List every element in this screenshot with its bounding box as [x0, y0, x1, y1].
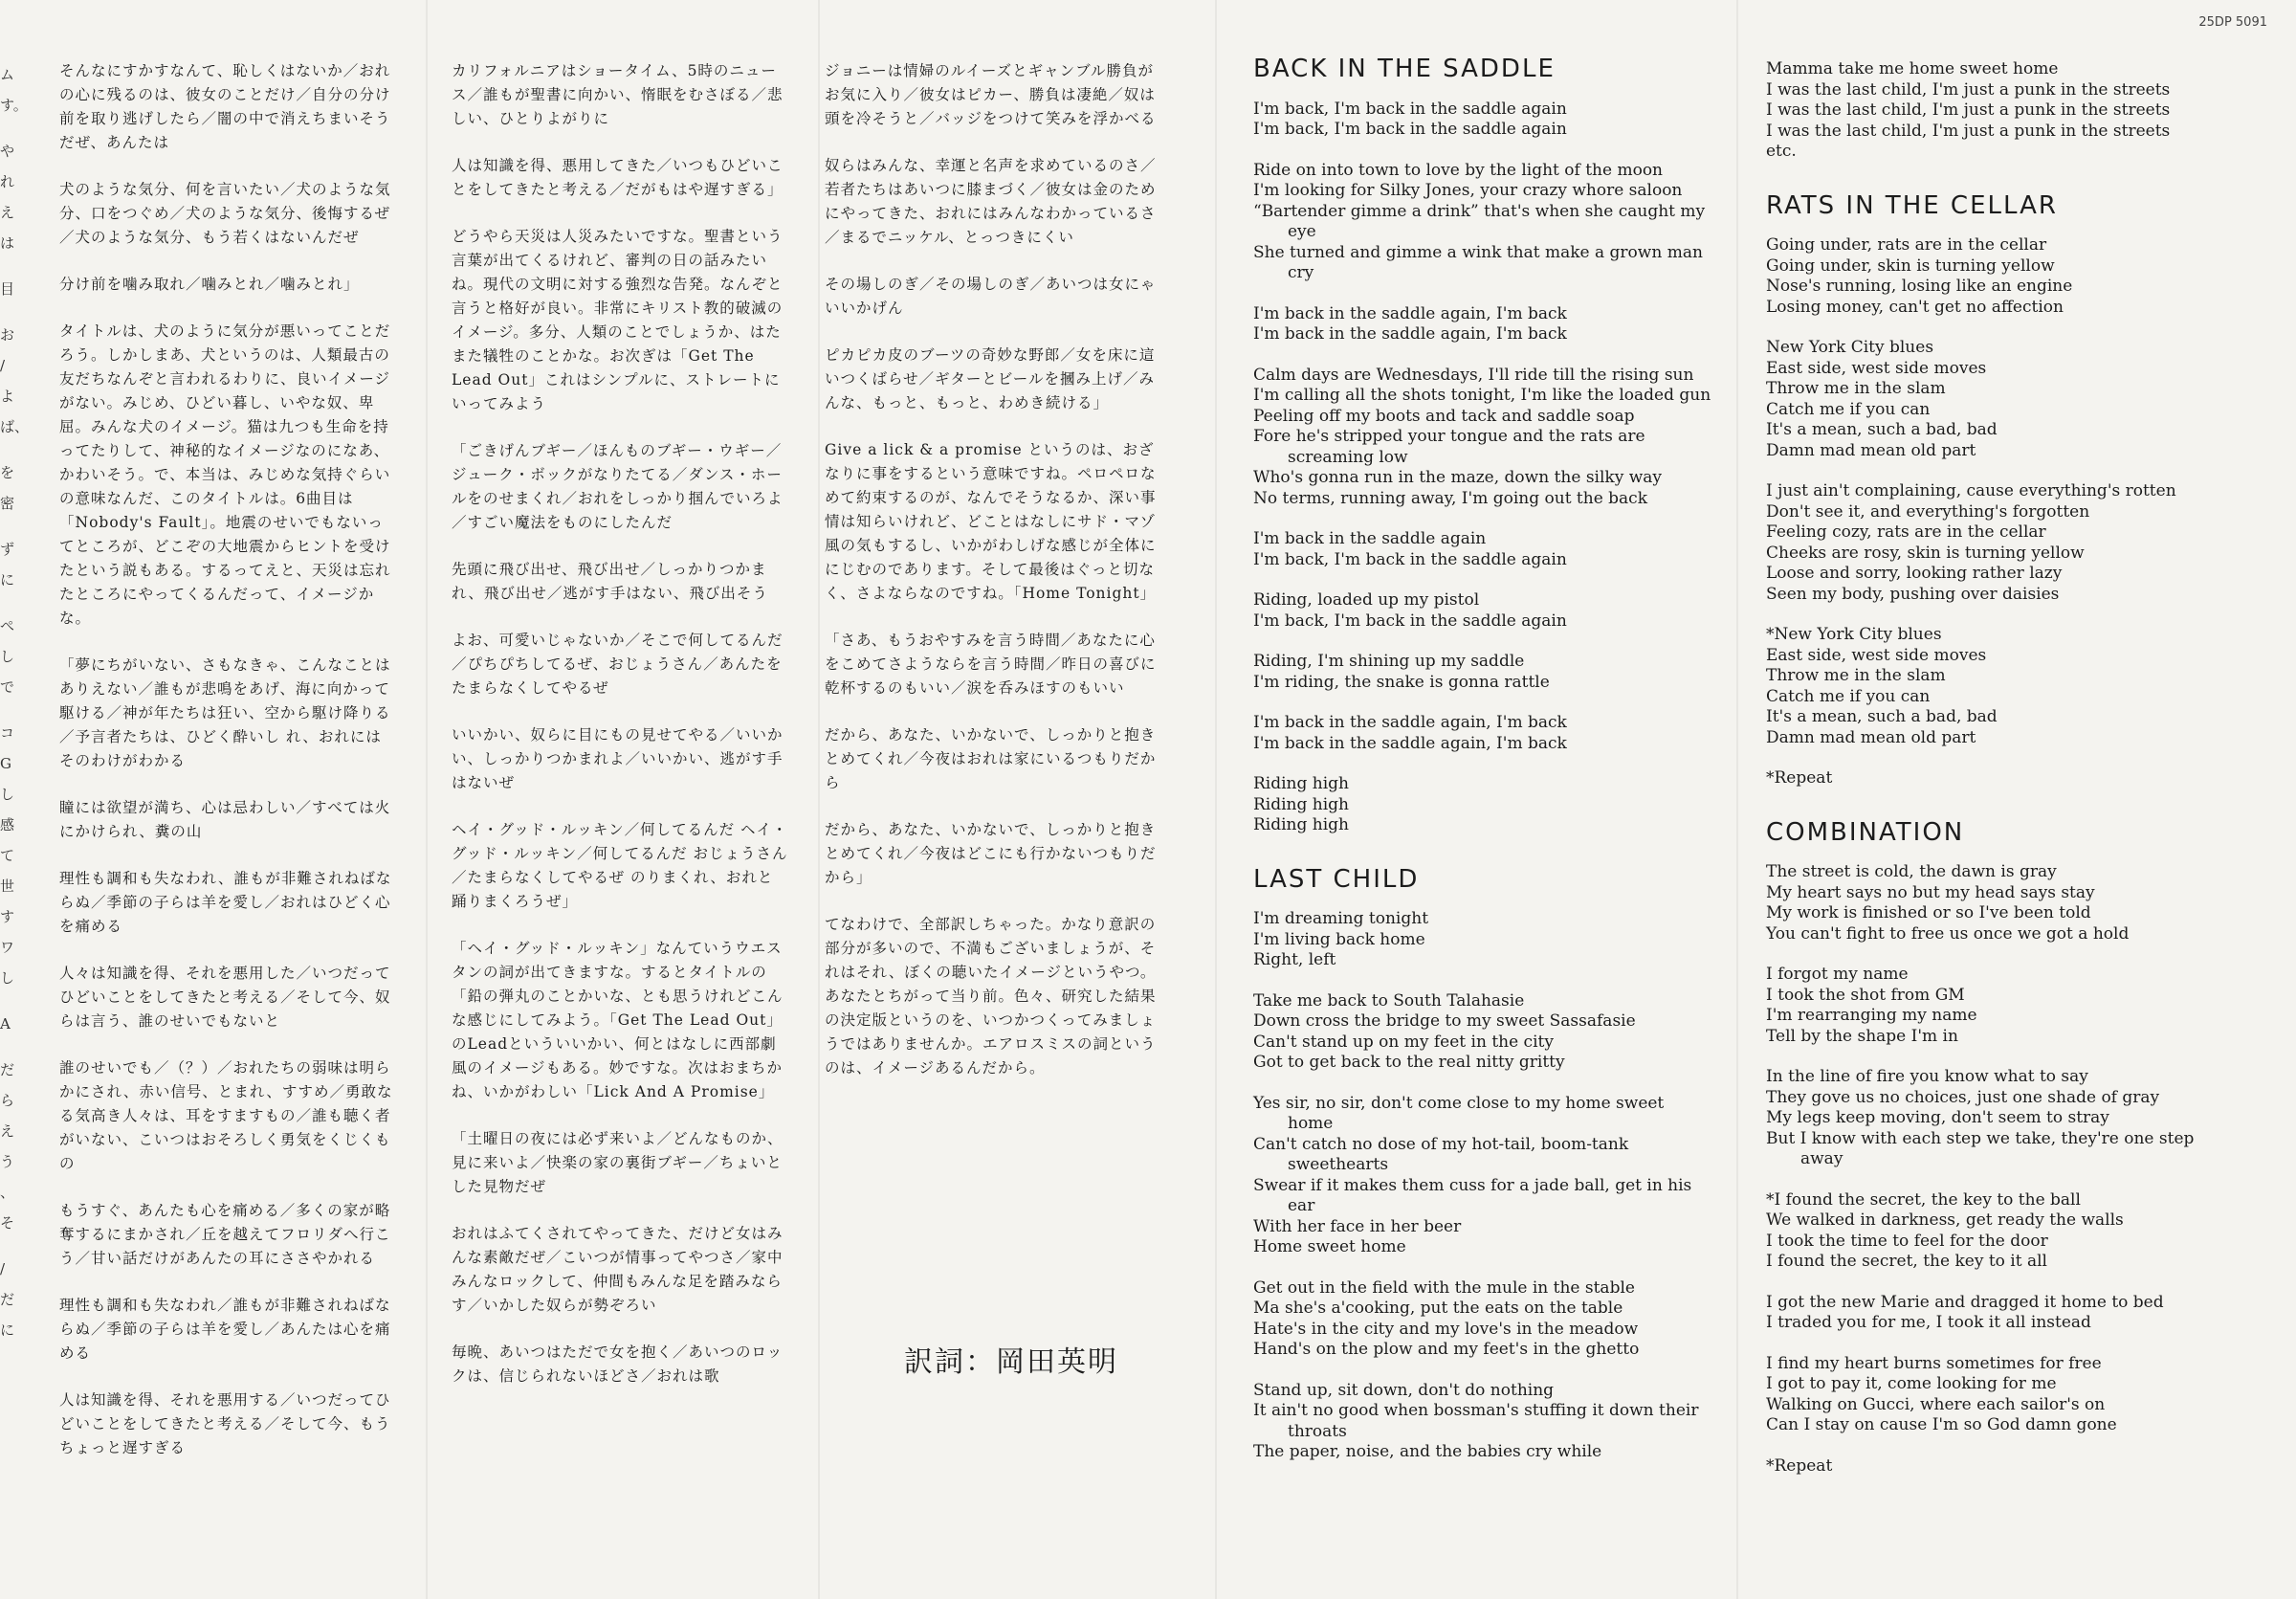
lyric-line: I'm back, I'm back in the saddle again	[1253, 611, 1567, 631]
lyric-stanza	[1253, 1278, 1712, 1361]
catalog-number: 25DP 5091	[2198, 15, 2267, 30]
lyric-stanza	[1253, 304, 1712, 345]
song-title: COMBINATION	[1766, 817, 1965, 847]
lyric-stanza	[1766, 59, 2216, 163]
song-title: LAST CHILD	[1253, 864, 1420, 894]
lyric-line: Home sweet home	[1253, 1237, 1406, 1256]
lyric-line: Riding, I'm shining up my saddle	[1253, 652, 1525, 671]
lyric-line: East side, west side moves	[1766, 645, 1987, 665]
lyric-line: Ma she's a'cooking, put the eats on the table	[1253, 1299, 1623, 1318]
lyric-line: She turned and gimme a wink that make a grown man cry	[1253, 242, 1703, 282]
edge-fragment	[0, 258, 21, 274]
lyric-line: I was the last child, I'm just a punk in the streets	[1766, 121, 2171, 141]
lyric-line: Peeling off my boots and tack and saddle soap	[1253, 406, 1635, 426]
lyric-stanza	[1253, 161, 1712, 284]
lyric-line: Swear if it makes them cuss for a jade ball, get in his ear	[1253, 1175, 1692, 1215]
edge-fragment: 密	[0, 495, 15, 512]
japanese-paragraph: おれはふてくされてやってきた、だけど女はみんな素敵だぜ／こいつが情事ってやつさ／家中みんなロックして、仲間もみんな足を踏みならす／いかした奴らが勢ぞろい	[452, 1225, 784, 1314]
japanese-paragraph: 「さあ、もうおやすみを言う時間／あなたに心をこめてさようならを言う時間／昨日の喜びに乾杯するのもいい／涙を呑みほすのもいい	[825, 632, 1157, 697]
japanese-paragraph: だから、あなた、いかないで、しっかりと抱きとめてくれ／今夜はおれは家にいるつもりだから	[825, 726, 1157, 791]
lyric-line: Throw me in the slam	[1766, 379, 1946, 398]
lyric-line: New York City blues	[1766, 338, 1934, 357]
lyric-line: With her face in her beer	[1253, 1216, 1462, 1236]
japanese-paragraph: ヘイ・グッド・ルッキン／何してるんだ ヘイ・グッド・ルッキン／何してるんだ おじょうさん／たまらなくしてやるぜ のりまくれ、おれと踊りまくろうぜ」	[452, 821, 788, 910]
lyric-line: Riding, loaded up my pistol	[1253, 590, 1480, 610]
lyric-line: Calm days are Wednesdays, I'll ride till the rising sun	[1253, 365, 1694, 385]
japanese-paragraph: 瞳には欲望が満ち、心は忌わしい／すべては火にかけられ、糞の山	[59, 799, 391, 840]
edge-fragment: だ	[0, 1291, 15, 1308]
lyric-line: Hate's in the city and my love's in the meadow	[1253, 1319, 1639, 1339]
japanese-paragraph: 人は知識を得、悪用してきた／いつもひどいことをしてきたと考える／だがもはや遅すぎる」	[452, 157, 784, 198]
japanese-paragraph: そんなにすかすなんて、恥しくはないか／おれの心に残るのは、彼女のことだけ／自分の分け前を取り逃げしたら／闇の中で消えちまいそうだぜ、あんたは	[59, 62, 391, 151]
lyric-line: I'm back in the saddle again, I'm back	[1253, 713, 1567, 732]
edge-fragment: だ	[0, 1061, 15, 1078]
edge-fragment: コ	[0, 724, 15, 742]
lyric-line: In the line of fire you know what to say	[1766, 1067, 2088, 1086]
edge-fragment: に	[0, 1321, 15, 1339]
lyric-line: etc.	[1766, 142, 1797, 161]
lyric-line: Can't stand up on my feet in the city	[1253, 1032, 1554, 1052]
japanese-paragraph: 理性も調和も失なわれ、誰もが非難されねばならぬ／季節の子らは羊を愛し／おれはひどく心を痛める	[59, 870, 392, 935]
lyric-line: Riding high	[1253, 815, 1350, 834]
lyric-line: I found the secret, the key to it all	[1766, 1252, 2047, 1271]
lyric-line: I'm back in the saddle again, I'm back	[1253, 733, 1567, 753]
japanese-paragraph: いいかい、奴らに目にもの見せてやる／いいかい、しっかりつかまれよ／いいかい、逃がす手はないぜ	[452, 726, 784, 791]
lyric-line: *New York City blues	[1766, 625, 1942, 644]
lyric-line: The street is cold, the dawn is gray	[1766, 862, 2057, 881]
edge-fragment: ム	[0, 66, 15, 83]
japanese-paragraph: もうすぐ、あんたも心を痛める／多くの家が略奪するにまかされ／丘を越えてフロリダへ行こう／甘い話だけがあんたの耳にささやかれる	[59, 1202, 391, 1267]
lyric-line: *Repeat	[1766, 1455, 1833, 1476]
lyric-line: My heart says no but my head says stay	[1766, 882, 2095, 902]
lyric-stanza	[1253, 713, 1712, 754]
lyric-line: Ride on into town to love by the light of the moon	[1253, 160, 1663, 180]
lyric-line: Mamma take me home sweet home	[1766, 59, 2059, 78]
lyric-line: Down cross the bridge to my sweet Sassafasie	[1253, 1011, 1636, 1031]
lyric-stanza	[1766, 1354, 2216, 1436]
edge-fragment: G	[0, 755, 11, 772]
japanese-column-3	[825, 59, 1161, 1103]
lyric-line: I was the last child, I'm just a punk in the streets	[1766, 79, 2171, 100]
edge-fragment: よ	[0, 388, 15, 405]
lyric-line: Hand's on the plow and my feet's in the ghetto	[1253, 1340, 1640, 1359]
lyric-line: I'm calling all the shots tonight, I'm like the loaded gun	[1253, 386, 1711, 405]
lyric-line: Going under, rats are in the cellar	[1766, 235, 2047, 255]
lyric-stanza	[1253, 366, 1712, 510]
lyric-line: East side, west side moves	[1766, 358, 1987, 378]
edge-fragment	[0, 304, 21, 320]
lyric-line: Going under, skin is turning yellow	[1766, 255, 2055, 276]
edge-fragment: ぺ	[0, 617, 15, 634]
lyric-stanza	[1253, 1381, 1712, 1463]
lyric-line: I'm looking for Silky Jones, your crazy whore saloon	[1253, 181, 1683, 200]
translation-credit: 訳詞：岡田英明	[904, 1345, 1118, 1379]
lyric-line: *I found the secret, the key to the ball	[1766, 1189, 2081, 1210]
lyric-line: Get out in the field with the mule in the stable	[1253, 1277, 1635, 1298]
edge-fragment: し	[0, 648, 15, 665]
lyric-line: I find my heart burns sometimes for free	[1766, 1353, 2102, 1373]
fold-line	[1736, 0, 1738, 1599]
lyric-line: I'm rearranging my name	[1766, 1006, 1977, 1025]
edge-fragment: ず	[0, 541, 15, 558]
edge-fragment	[0, 1039, 21, 1055]
lyric-line: Take me back to South Talahasie	[1253, 990, 1525, 1010]
lyric-line: I'm back in the saddle again	[1253, 529, 1487, 548]
japanese-paragraph: 「ヘイ・グッド・ルッキン」なんていうウエスタンの詞が出てきますな。するとタイトルの「鉛の弾丸のことかいな、とも思うけれどこんな感じにしてみよう。「Get The Lead Out」のLeadといういいかい、何とはなしに西部劇風のイメージもある。妙ですな。次はおまちかね、いかがわしい「Lick And A Promise」	[452, 940, 784, 1100]
lyric-line: Right, left	[1253, 950, 1336, 969]
lyric-stanza	[1766, 338, 2216, 461]
lyric-line: Don't see it, and everything's forgotten	[1766, 501, 2090, 522]
edge-fragment: す。	[0, 97, 28, 114]
edge-fragment: お	[0, 326, 15, 344]
lyric-line: Catch me if you can	[1766, 399, 1931, 419]
lyric-line: We walked in darkness, get ready the walls	[1766, 1210, 2124, 1230]
lyric-line: I'm back, I'm back in the saddle again	[1253, 120, 1567, 139]
lyric-line: Can I stay on cause I'm so God damn gone	[1766, 1415, 2117, 1434]
lyric-line: It's a mean, such a bad, bad	[1766, 420, 1998, 439]
japanese-paragraph: 分け前を噛み取れ／噛みとれ／噛みとれ」	[59, 276, 360, 293]
lyric-line: But I know with each step we take, they're one step away	[1766, 1128, 2195, 1168]
edge-fragment	[0, 595, 21, 611]
lyric-stanza	[1253, 909, 1712, 971]
lyric-stanza	[1766, 1293, 2216, 1334]
edge-fragment: す	[0, 908, 15, 925]
japanese-paragraph: ジョニーは情婦のルイーズとギャンブル勝負がお気に入り／彼女はピカー、勝負は凄絶／奴は頭を冷そうと／バッジをつけて笑みを浮かべる	[825, 62, 1157, 127]
japanese-paragraph: 「土曜日の夜には必ず来いよ／どんなものか、見に来いよ／快楽の家の裏街ブギー／ちょいとした見物だぜ	[452, 1130, 784, 1195]
japanese-paragraph: 人は知識を得、それを悪用する／いつだってひどいことをしてきたと考える／そして今、もうちょっと遅すぎる	[59, 1391, 391, 1456]
lyric-stanza	[1766, 481, 2216, 605]
japanese-paragraph: 先頭に飛び出せ、飛び出せ／しっかりつかまれ、飛び出せ／逃がす手はない、飛び出そう	[452, 561, 768, 602]
japanese-paragraph: その場しのぎ／その場しのぎ／あいつは女にゃいいかげん	[825, 276, 1157, 317]
lyric-line: I'm living back home	[1253, 929, 1425, 949]
lyric-line: Walking on Gucci, where each sailor's on	[1766, 1394, 2106, 1414]
japanese-paragraph: 犬のような気分、何を言いたい／犬のような気分、口をつぐめ／犬のような気分、後悔するぜ／犬のような気分、もう若くはないんだぜ	[59, 181, 391, 246]
japanese-paragraph: 誰のせいでも／（？）／おれたちの弱味は明らかにされ、赤い信号、とまれ、すすめ／勇敢なる気高き人々は、耳をすますもの／誰も聴く者がいない、こいつはおそろしく勇気をくじくもの	[59, 1059, 393, 1172]
lyric-line: Catch me if you can	[1766, 686, 1931, 706]
lyric-line: I took the time to feel for the door	[1766, 1231, 2048, 1251]
lyric-stanza	[1253, 991, 1712, 1074]
edge-fragment: や	[0, 143, 15, 160]
lyric-line: It ain't no good when bossman's stuffing it down their throats	[1253, 1401, 1699, 1441]
fold-line	[426, 0, 428, 1599]
lyric-stanza	[1766, 625, 2216, 748]
lyric-stanza	[1766, 1456, 2216, 1477]
japanese-paragraph: 「ごきげんブギー／ほんものブギー・ウギー／ジューク・ボックがなりたてる／ダンス・ホールをのせまくれ／おれをしっかり掴んでいろよ／すごい魔法をものにしたんだ	[452, 442, 784, 531]
lyric-stanza	[1766, 965, 2216, 1047]
edge-fragment: て	[0, 847, 15, 864]
lyric-line: I traded you for me, I took it all instead	[1766, 1313, 2091, 1332]
lyric-line: Nose's running, losing like an engine	[1766, 277, 2073, 296]
edge-fragment: に	[0, 571, 15, 589]
left-edge-fragments	[0, 59, 30, 1345]
lyrics-column-right	[1766, 59, 2216, 1510]
edge-fragment: 世	[0, 877, 15, 895]
japanese-paragraph: 奴らはみんな、幸運と名声を求めているのさ／若者たちはあいつに膝まづく／彼女は金のためにやってきた、おれにはみんなわかっているさ／まるでニッケル、とっつきにくい	[825, 157, 1157, 246]
japanese-paragraph: どうやら天災は人災みたいですな。聖書という言葉が出てくるけれど、審判の日の話みたいね。現代の文明に対する強烈な告発。なんぞと言うと格好が良い。非常にキリスト教的破滅のイメージ。多分、人類のことでしょうか、はたまた犠牲のことかな。お次ぎは「Get The Lead Out」これはシンプルに、ストレートにいってみよう	[452, 228, 784, 412]
japanese-paragraph: だから、あなた、いかないで、しっかりと抱きとめてくれ／今夜はどこにも行かないつもりだから」	[825, 821, 1157, 886]
edge-fragment: え	[0, 1122, 15, 1140]
edge-fragment: ば、	[0, 418, 30, 435]
edge-fragment	[0, 702, 21, 718]
japanese-paragraph: Give a lick & a promise というのは、おざなりに事をするという意味ですね。ペロペロなめて約束するのが、なんでそうなるか、深い事情は知らいけれど、どことはなしにサド・マゾ風の気もするし、いかがわしげな感じが全体ににじむのであります。そして最後はぐっと切なく、さよならなのですね。「Home Tonight」	[825, 441, 1157, 602]
lyric-line: Fore he's stripped your tongue and the rats are screaming low	[1253, 427, 1645, 467]
lyric-line: Loose and sorry, looking rather lazy	[1766, 564, 2063, 583]
edge-fragment: 感	[0, 816, 15, 833]
lyric-line: Tell by the shape I'm in	[1766, 1026, 1958, 1046]
japanese-column-2	[452, 59, 788, 1411]
lyric-line: The paper, noise, and the babies cry while	[1253, 1442, 1602, 1461]
lyric-line: I'm back, I'm back in the saddle again	[1253, 549, 1567, 569]
edge-fragment	[0, 121, 21, 136]
lyric-line: Riding high	[1253, 794, 1350, 814]
lyric-line: Yes sir, no sir, don't come close to my home sweet home	[1253, 1093, 1665, 1133]
edge-fragment: 、そ	[0, 1184, 15, 1232]
lyric-stanza	[1253, 1094, 1712, 1258]
lyric-line: Stand up, sit down, don't do nothing	[1253, 1380, 1555, 1400]
lyric-line: You can't fight to free us once we got a hold	[1766, 923, 2130, 944]
lyric-stanza	[1253, 100, 1712, 141]
lyric-line: *Repeat	[1766, 768, 1833, 788]
edge-fragment: /	[0, 1260, 6, 1277]
edge-fragment	[0, 1238, 21, 1254]
edge-fragment: を	[0, 464, 15, 481]
lyric-stanza	[1253, 590, 1712, 632]
edge-fragment: し	[0, 969, 15, 987]
lyric-line: I just ain't complaining, cause everything's rotten	[1766, 481, 2176, 500]
lyric-line: I'm back, I'm back in the saddle again	[1253, 99, 1567, 119]
lyric-line: They gove us no choices, just one shade of gray	[1766, 1087, 2160, 1107]
lyric-stanza	[1766, 235, 2216, 318]
edge-fragment	[0, 993, 21, 1009]
lyric-line: Damn mad mean old part	[1766, 727, 1976, 747]
edge-fragment	[0, 442, 21, 457]
lyric-line: I took the shot from GM	[1766, 985, 1965, 1005]
edge-fragment: し	[0, 786, 15, 803]
song-title: BACK IN THE SADDLE	[1253, 55, 1556, 83]
edge-fragment: A	[0, 1015, 11, 1033]
lyric-line: No terms, running away, I'm going out the back	[1253, 488, 1648, 508]
japanese-paragraph: 毎晩、あいつはただで女を抱く／あいつのロックは、信じられないほどさ／おれは歌	[452, 1344, 784, 1385]
fold-line	[818, 0, 820, 1599]
edge-fragment: ワ	[0, 939, 15, 956]
lyric-line: I'm dreaming tonight	[1253, 909, 1429, 928]
edge-fragment: は	[0, 234, 15, 252]
lyric-line: My legs keep moving, don't seem to stray	[1766, 1108, 2109, 1127]
japanese-paragraph: タイトルは、犬のように気分が悪いってことだろう。しかしまあ、犬というのは、人類最古の友だちなんぞと言われるわりに、良いイメージがない。みじめ、ひどい暮し、いやな奴、卑屈。みんな犬のイメージ。猫は九つも生命を持ってたりして、神秘的なイメージなのになあ、かわいそう。で、本当は、みじめな気持ぐらいの意味なんだ、このタイトルは。6曲目は「Nobody's Fault」。地震のせいでもないってところが、どこぞの大地震からヒントを受けたという説もある。するってえと、天災は忘れたところにやってくるんだって、イメージかな。	[59, 322, 391, 627]
lyric-line: Can't catch no dose of my hot-tail, boom-tank sweethearts	[1253, 1134, 1629, 1174]
edge-fragment: れ	[0, 173, 15, 190]
lyric-line: I was the last child, I'm just a punk in the streets	[1766, 100, 2171, 120]
lyric-line: “Bartender gimme a drink” that's when she caught my eye	[1253, 201, 1706, 241]
fold-line	[1215, 0, 1217, 1599]
lyric-line: I'm back in the saddle again, I'm back	[1253, 324, 1567, 344]
lyric-line: Damn mad mean old part	[1766, 440, 1976, 460]
lyric-stanza	[1253, 652, 1712, 693]
lyrics-column-left	[1253, 55, 1712, 1497]
lyric-line: It's a mean, such a bad, bad	[1766, 707, 1998, 726]
lyric-stanza	[1766, 1190, 2216, 1273]
lyric-line: I'm back in the saddle again, I'm back	[1253, 303, 1567, 323]
japanese-paragraph: 「夢にちがいない、さもなきゃ、こんなことはありえない／誰もが悲鳴をあげ、海に向かって駆ける／神が年たちは狂い、空から駆け降りる／予言者たちは、ひどく酔いし れ、おれにはそのわけがわかる	[59, 656, 391, 769]
edge-fragment	[0, 519, 21, 534]
lyric-line: Throw me in the slam	[1766, 666, 1946, 685]
song-title: RATS IN THE CELLAR	[1766, 190, 2058, 220]
lyric-line: Losing money, can't get no affection	[1766, 297, 2064, 317]
lyric-line: I forgot my name	[1766, 965, 1909, 984]
japanese-paragraph: 理性も調和も失なわれ／誰もが非難されねばならぬ／季節の子らは羊を愛し／あんたは心を痛める	[59, 1297, 391, 1362]
japanese-paragraph: カリフォルニアはショータイム、5時のニュース／誰もが聖書に向かい、惰眠をむさぼる／悲しい、ひとりよがりに	[452, 62, 784, 127]
lyric-line: Riding high	[1253, 774, 1350, 793]
japanese-paragraph: てなわけで、全部訳しちゃった。かなり意訳の部分が多いので、不満もございましょうが、それはそれ、ぼくの聴いたイメージというやつ。あなたとちがって当り前。色々、研究した結果の決定版というのを、いつかつくってみましょうではありませんか。エアロスミスの詞というのは、イメージあるんだから。	[825, 916, 1157, 1077]
edge-fragment: え	[0, 204, 15, 221]
edge-fragment: 目	[0, 280, 15, 298]
japanese-paragraph: よお、可愛いじゃないか／そこで何してるんだ／ぴちぴちしてるぜ、おじょうさん／あんたをたまらなくしてやるぜ	[452, 632, 784, 697]
lyric-line: I got to pay it, come looking for me	[1766, 1374, 2057, 1393]
edge-fragment: ら	[0, 1092, 15, 1109]
edge-fragment: う	[0, 1153, 15, 1170]
lyric-line: My work is finished or so I've been told	[1766, 903, 2091, 922]
lyric-line: I got the new Marie and dragged it home to bed	[1766, 1292, 2164, 1312]
lyric-stanza	[1766, 768, 2216, 789]
lyric-line: I'm riding, the snake is gonna rattle	[1253, 672, 1550, 692]
japanese-paragraph: ピカピカ皮のブーツの奇妙な野郎／女を床に這いつくばらせ／ギターとビールを摑み上げ／みんな、もっと、もっと、わめき続ける」	[825, 346, 1156, 411]
edge-fragment: /	[0, 357, 6, 374]
lyric-line: Feeling cozy, rats are in the cellar	[1766, 522, 2046, 542]
lyric-line: Cheeks are rosy, skin is turning yellow	[1766, 543, 2085, 563]
lyric-stanza	[1253, 774, 1712, 836]
lyric-line: Who's gonna run in the maze, down the silky way	[1253, 468, 1663, 487]
lyric-stanza	[1253, 529, 1712, 570]
japanese-column-1	[59, 59, 396, 1483]
lyric-line: Got to get back to the real nitty gritty	[1253, 1053, 1565, 1072]
lyric-line: Seen my body, pushing over daisies	[1766, 584, 2060, 604]
japanese-paragraph: 人々は知識を得、それを悪用した／いつだってひどいことをしてきたと考える／そして今、奴らは言う、誰のせいでもないと	[59, 965, 391, 1030]
edge-fragment: で	[0, 678, 15, 696]
lyric-stanza	[1766, 862, 2216, 944]
lyric-stanza	[1766, 1067, 2216, 1170]
